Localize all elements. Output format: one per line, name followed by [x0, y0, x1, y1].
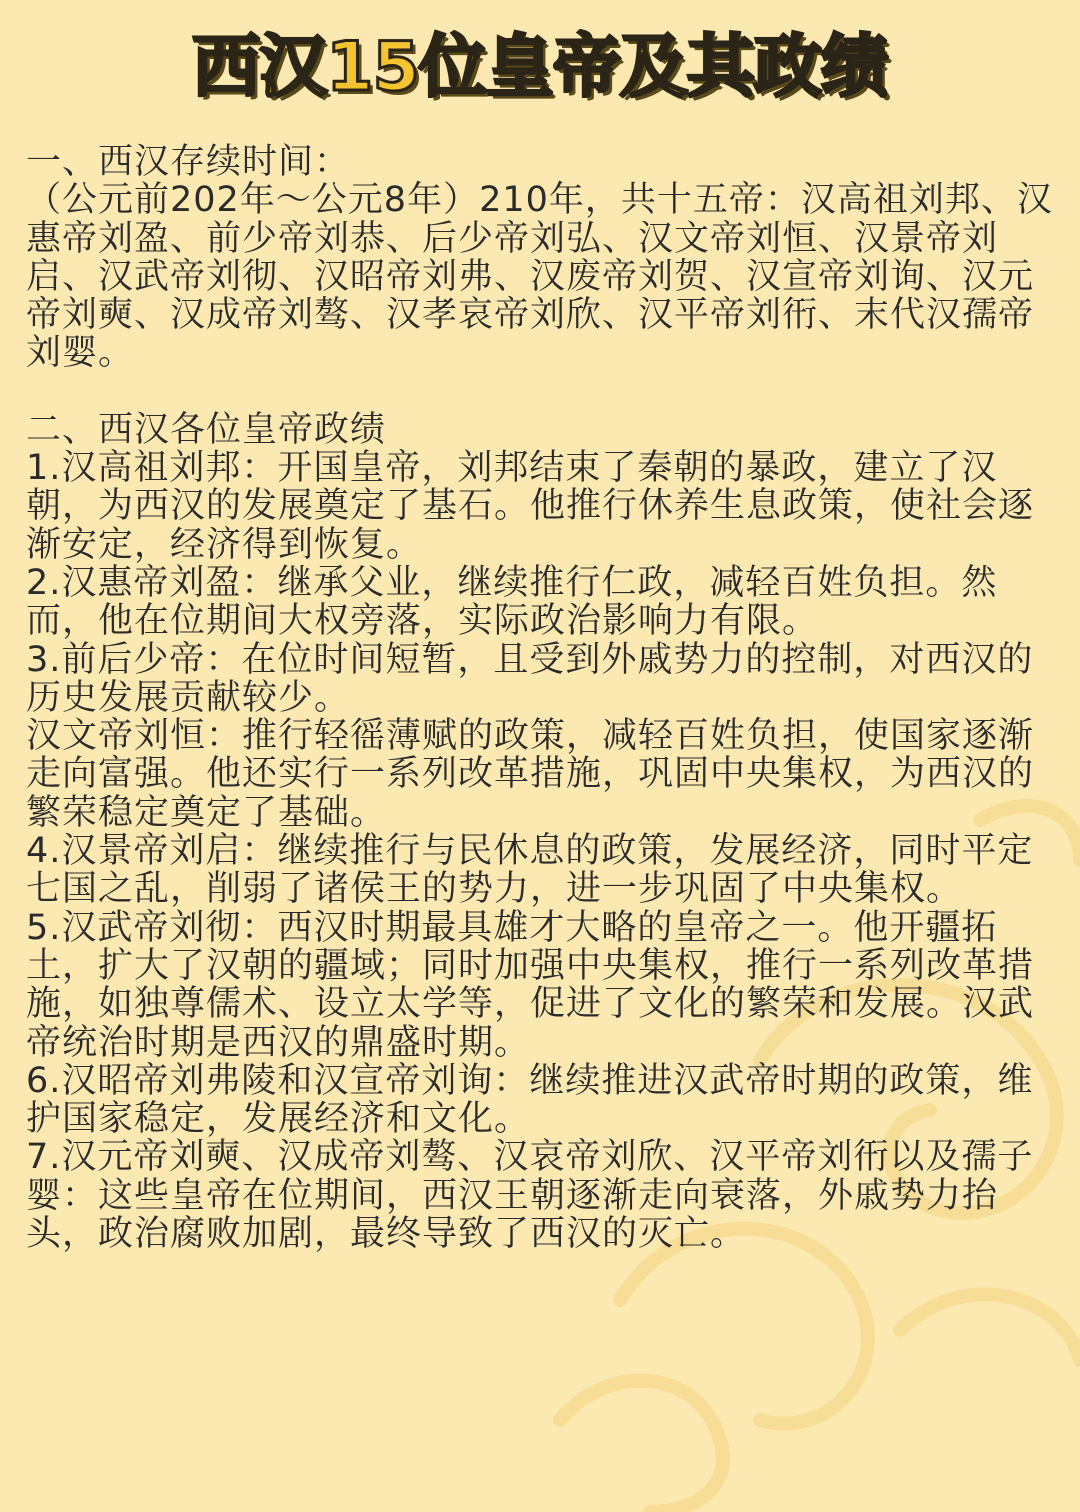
paragraph: （公元前202年～公元8年）210年，共十五帝：汉高祖刘邦、汉惠帝刘盈、前少帝刘恭、后少帝刘弘、汉文帝刘恒、汉景帝刘启、汉武帝刘彻、汉昭帝刘弗、汉废帝刘贺、汉宣帝刘询、汉元帝刘奭、汉成帝刘骜、汉孝哀帝刘欣、汉平帝刘衎、末代汉孺帝刘婴。: [26, 180, 1053, 374]
list-item: 2.汉惠帝刘盈：继承父业，继续推行仁政，减轻百姓负担。然而，他在位期间大权旁落，实际政治影响力有限。: [26, 562, 998, 642]
list-item: 6.汉昭帝刘弗陵和汉宣帝刘询：继续推进汉武帝时期的政策，维护国家稳定，发展经济和文化。: [26, 1060, 1034, 1140]
list-item: 1.汉高祖刘邦：开国皇帝，刘邦结束了秦朝的暴政，建立了汉朝，为西汉的发展奠定了基石。他推行休养生息政策，使社会逐渐安定，经济得到恢复。: [26, 448, 1035, 565]
section-heading: 二、西汉各位皇帝政绩: [26, 409, 387, 450]
section-spacer: [26, 373, 1056, 411]
list-item: 4.汉景帝刘启：继续推行与民休息的政策，发展经济，同时平定七国之乱，削弱了诸侯王的势力，进一步巩固了中央集权。: [26, 831, 1034, 910]
list-item: 5.汉武帝刘彻：西汉时期最具雄才大略的皇帝之一。他开疆拓土，扩大了汉朝的疆域；同时加强中央集权，推行一系列改革措施，如独尊儒术、设立太学等，促进了文化的繁荣和发展。汉武帝统治时期是西汉的鼎盛时期。: [26, 907, 1035, 1063]
section-heading: 一、西汉存续时间：: [26, 142, 351, 182]
list-item: 汉文帝刘恒：推行轻徭薄赋的政策，减轻百姓负担，使国家逐渐走向富强。他还实行一系列改革措施，巩固中央集权，为西汉的繁荣稳定奠定了基础。: [26, 716, 1035, 833]
list-item: 3.前后少帝：在位时间短暂，且受到外戚势力的控制，对西汉的历史发展贡献较少。: [26, 639, 1034, 718]
list-item: 7.汉元帝刘奭、汉成帝刘骜、汉哀帝刘欣、汉平帝刘衎以及孺子婴：这些皇帝在位期间，西汉王朝逐渐走向衰落，外戚势力抬头，政治腐败加剧，最终导致了西汉的灭亡。: [26, 1137, 1034, 1255]
page-title: 西汉15位皇帝及其政绩: [192, 28, 888, 107]
article-body: [26, 143, 1056, 1253]
